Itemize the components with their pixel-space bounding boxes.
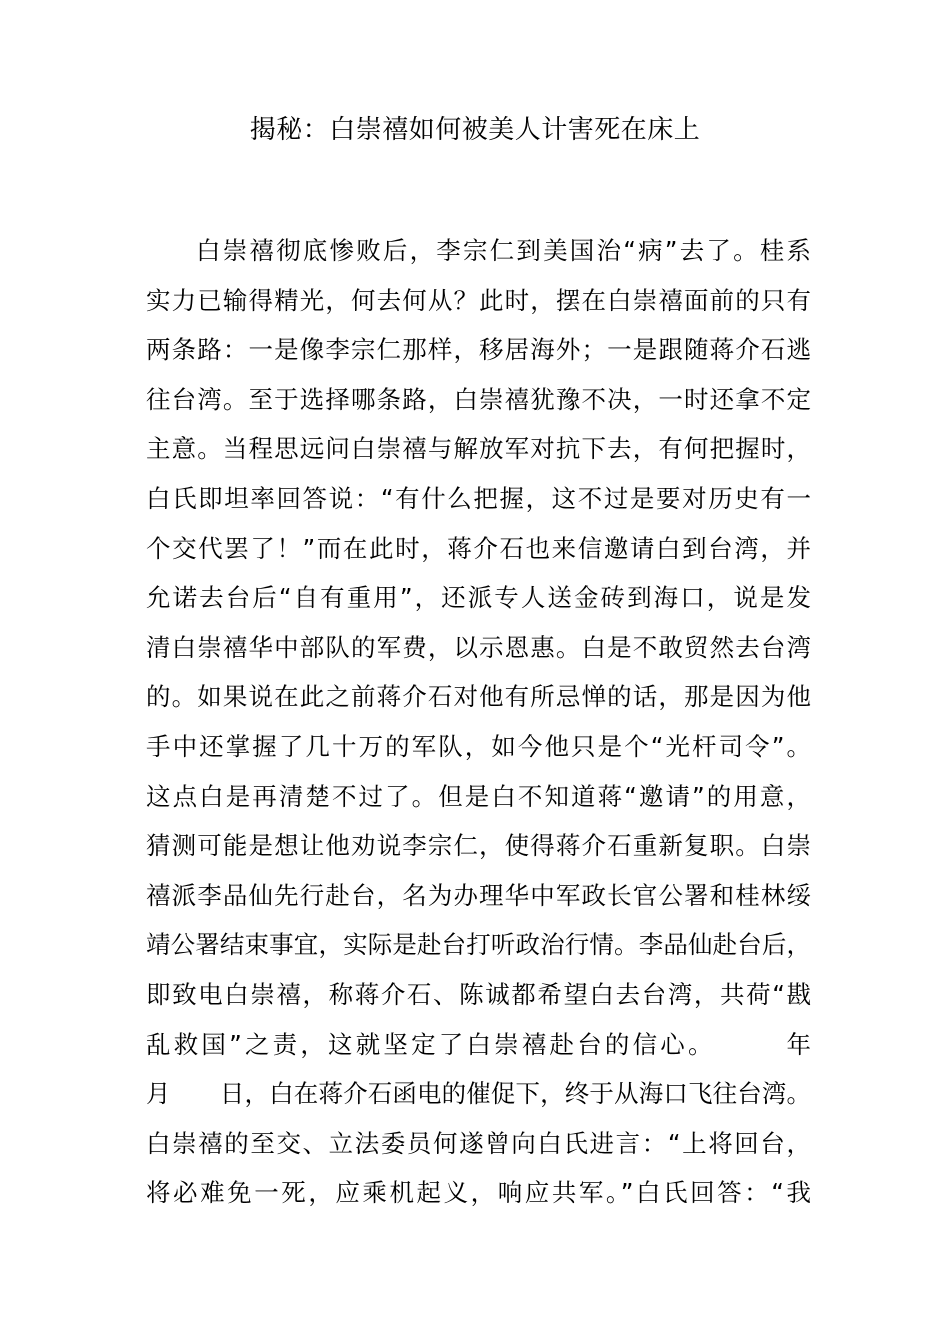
paragraph-line: 清白崇禧华中部队的军费，以示恩惠。白是不敢贸然去台湾 [146, 632, 811, 662]
paragraph-line: 禧派李品仙先行赴台，名为办理华中军政长官公署和桂林绥 [146, 880, 811, 910]
paragraph-line: 往台湾。至于选择哪条路，白崇禧犹豫不决，一时还拿不定 [146, 384, 811, 414]
paragraph-line: 靖公署结束事宜，实际是赴台打听政治行情。李品仙赴台后， [146, 930, 811, 960]
paragraph-line: 个交代罢了！”而在此时，蒋介石也来信邀请白到台湾，并 [146, 533, 811, 563]
paragraph-line: 乱救国”之责，这就坚定了白崇禧赴台的信心。 年 [146, 1029, 811, 1059]
document-title: 揭秘：白崇禧如何被美人计害死在床上 [249, 115, 701, 145]
paragraph-line: 这点白是再清楚不过了。但是白不知道蒋“邀请”的用意， [146, 781, 811, 811]
paragraph-line: 白氏即坦率回答说：“有什么把握，这不过是要对历史有一 [146, 483, 811, 513]
paragraph-line: 主意。当程思远问白崇禧与解放军对抗下去，有何把握时， [146, 434, 811, 464]
document-body [146, 232, 811, 1224]
paragraph-line: 实力已输得精光，何去何从？此时，摆在白崇禧面前的只有 [146, 285, 811, 315]
paragraph-line: 的。如果说在此之前蒋介石对他有所忌惮的话，那是因为他 [146, 682, 811, 712]
paragraph-line: 将必难免一死，应乘机起义，响应共军。”白氏回答：“我 [146, 1178, 811, 1208]
paragraph-line: 月 日，白在蒋介石函电的催促下，终于从海口飞往台湾。 [146, 1079, 811, 1109]
paragraph-line: 允诺去台后“自有重用”，还派专人送金砖到海口，说是发 [146, 583, 811, 613]
paragraph-line: 手中还掌握了几十万的军队，如今他只是个“光杆司令”。 [146, 731, 811, 761]
paragraph-line: 白崇禧的至交、立法委员何遂曾向白氏进言：“上将回台， [146, 1128, 811, 1158]
paragraph-line: 猜测可能是想让他劝说李宗仁，使得蒋介石重新复职。白崇 [146, 831, 811, 861]
paragraph-line: 两条路：一是像李宗仁那样，移居海外；一是跟随蒋介石逃 [146, 335, 811, 365]
paragraph-line: 即致电白崇禧，称蒋介石、陈诚都希望白去台湾，共荷“戡 [146, 979, 811, 1009]
paragraph-line: 白崇禧彻底惨败后，李宗仁到美国治“病”去了。桂系 [196, 236, 811, 265]
